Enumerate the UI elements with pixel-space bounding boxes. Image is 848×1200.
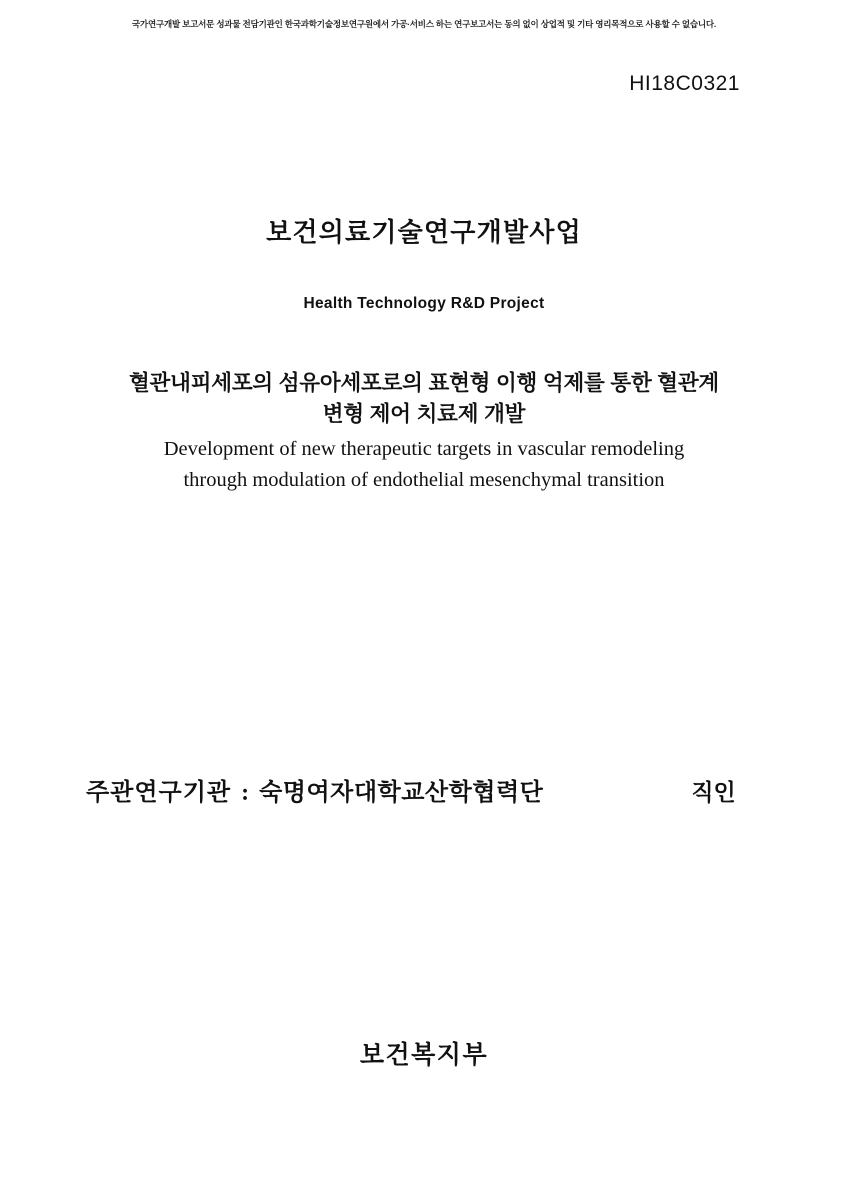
- report-title-korean-line-2: 변형 제어 치료제 개발: [322, 401, 526, 426]
- project-code: HI18C0321: [629, 72, 740, 95]
- report-title-english-line-1: Development of new therapeutic targets in vascular remodeling: [163, 438, 685, 460]
- organization-separator: :: [241, 780, 250, 806]
- organization-name: 숙명여자대학교산학협력단: [259, 780, 544, 806]
- report-title-korean: [62, 368, 786, 429]
- organization-row: [86, 772, 776, 807]
- program-name-korean: 보건의료기술연구개발사업: [266, 217, 582, 247]
- report-title-english: [62, 434, 786, 496]
- organization-label: 주관연구기관: [86, 780, 232, 806]
- ministry-name: 보건복지부: [359, 1042, 489, 1069]
- copyright-disclaimer: 국가연구개발 보고서문 성과물 전담기관인 한국과학기술정보연구원에서 가공·서비스 하는 연구보고서는 동의 없이 상업적 및 기타 영리목적으로 사용할 수 없습니다.: [131, 19, 717, 29]
- report-title-korean-line-1: 혈관내피세포의 섬유아세포로의 표현형 이행 억제를 통한 혈관계: [128, 371, 719, 395]
- program-name-english: Health Technology R&D Project: [303, 295, 545, 312]
- report-title-english-line-2: through modulation of endothelial mesenchymal transition: [183, 468, 665, 491]
- official-seal-mark: 직인: [691, 780, 736, 805]
